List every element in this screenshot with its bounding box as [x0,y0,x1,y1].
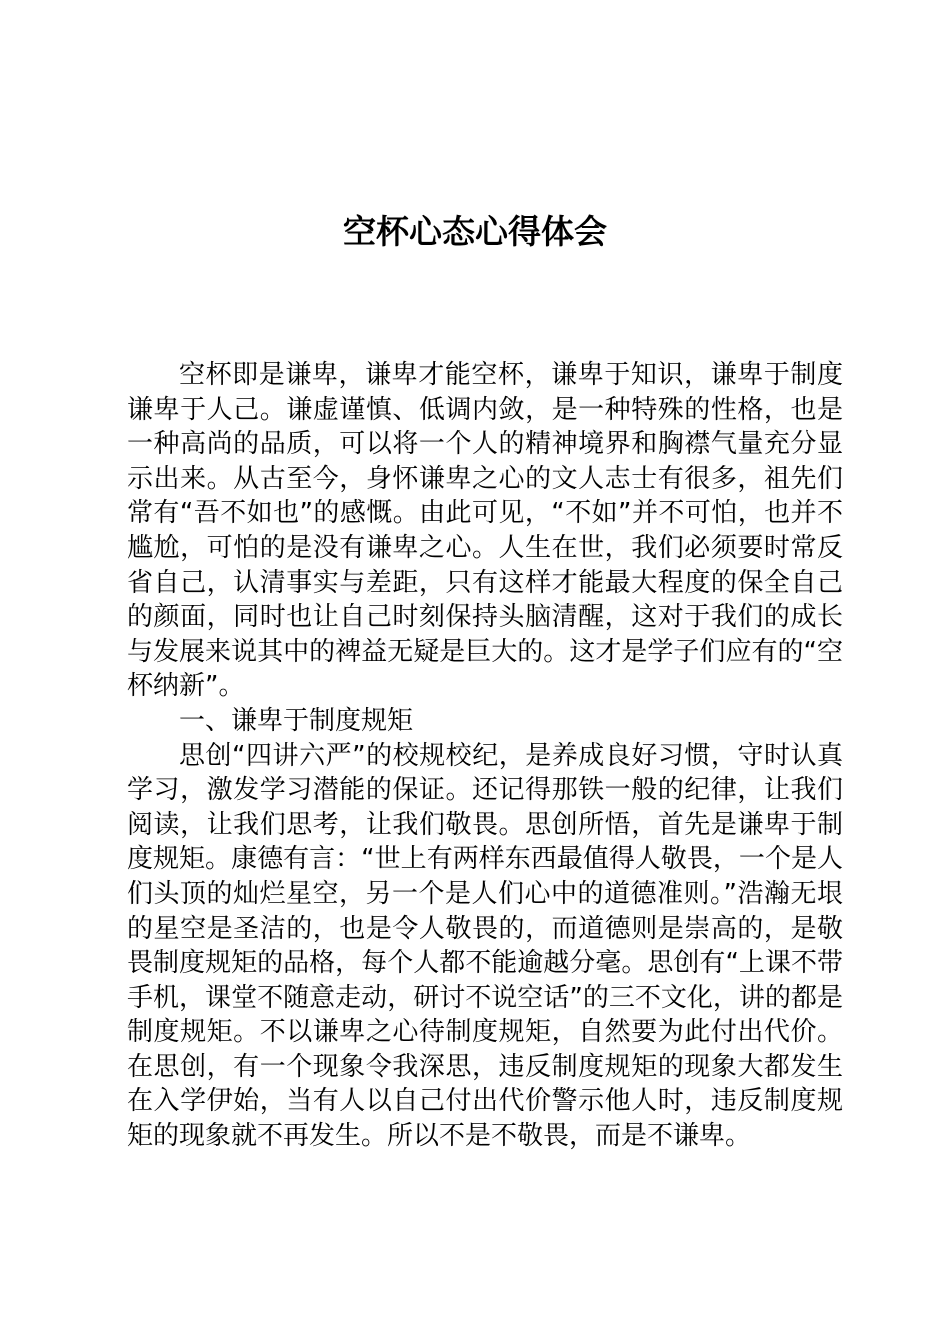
paragraph-section-1: 思创“四讲六严”的校规校纪，是养成良好习惯，守时认真学习，激发学习潜能的保证。还记得那铁一般的纪律，让我们阅读，让我们思考，让我们敬畏。思创所悟，首先是谦卑于制度规矩。康德有言：“世上有两样东西最值得人敬畏，一个是人们头顶的灿烂星空，另一个是人们心中的道德准则。”浩瀚无垠的星空是圣洁的，也是令人敬畏的，而道德则是崇高的，是敬畏制度规矩的品格，每个人都不能逾越分毫。思创有“上课不带手机，课堂不随意走动，研讨不说空话”的三不文化，讲的都是制度规矩。不以谦卑之心待制度规矩，自然要为此付出代价。在思创，有一个现象令我深思，违反制度规矩的现象大都发生在入学伊始，当有人以自己付出代价警示他人时，违反制度规矩的现象就不再发生。所以不是不敬畏，而是不谦卑。 [127,740,843,1152]
document-body [127,358,843,1154]
paragraph-intro: 空杯即是谦卑，谦卑才能空杯，谦卑于知识，谦卑于制度谦卑于人己。谦虚谨慎、低调内敛，是一种特殊的性格，也是一种高尚的品质，可以将一个人的精神境界和胸襟气量充分显示出来。从古至今，身怀谦卑之心的文人志士有很多，祖先们常有“吾不如也”的感慨。由此可见，“不如”并不可怕，也并不尴尬，可怕的是没有谦卑之心。人生在世，我们必须要时常反省自己，认清事实与差距，只有这样才能最大程度的保全自己的颜面，同时也让自己时刻保持头脑清醒，这对于我们的成长与发展来说其中的裨益无疑是巨大的。这才是学子们应有的“空杯纳新”。 [127,360,843,702]
document-title: 空杯心态心得体会 [343,212,607,251]
section-heading-1: 一、谦卑于制度规矩 [179,705,414,736]
